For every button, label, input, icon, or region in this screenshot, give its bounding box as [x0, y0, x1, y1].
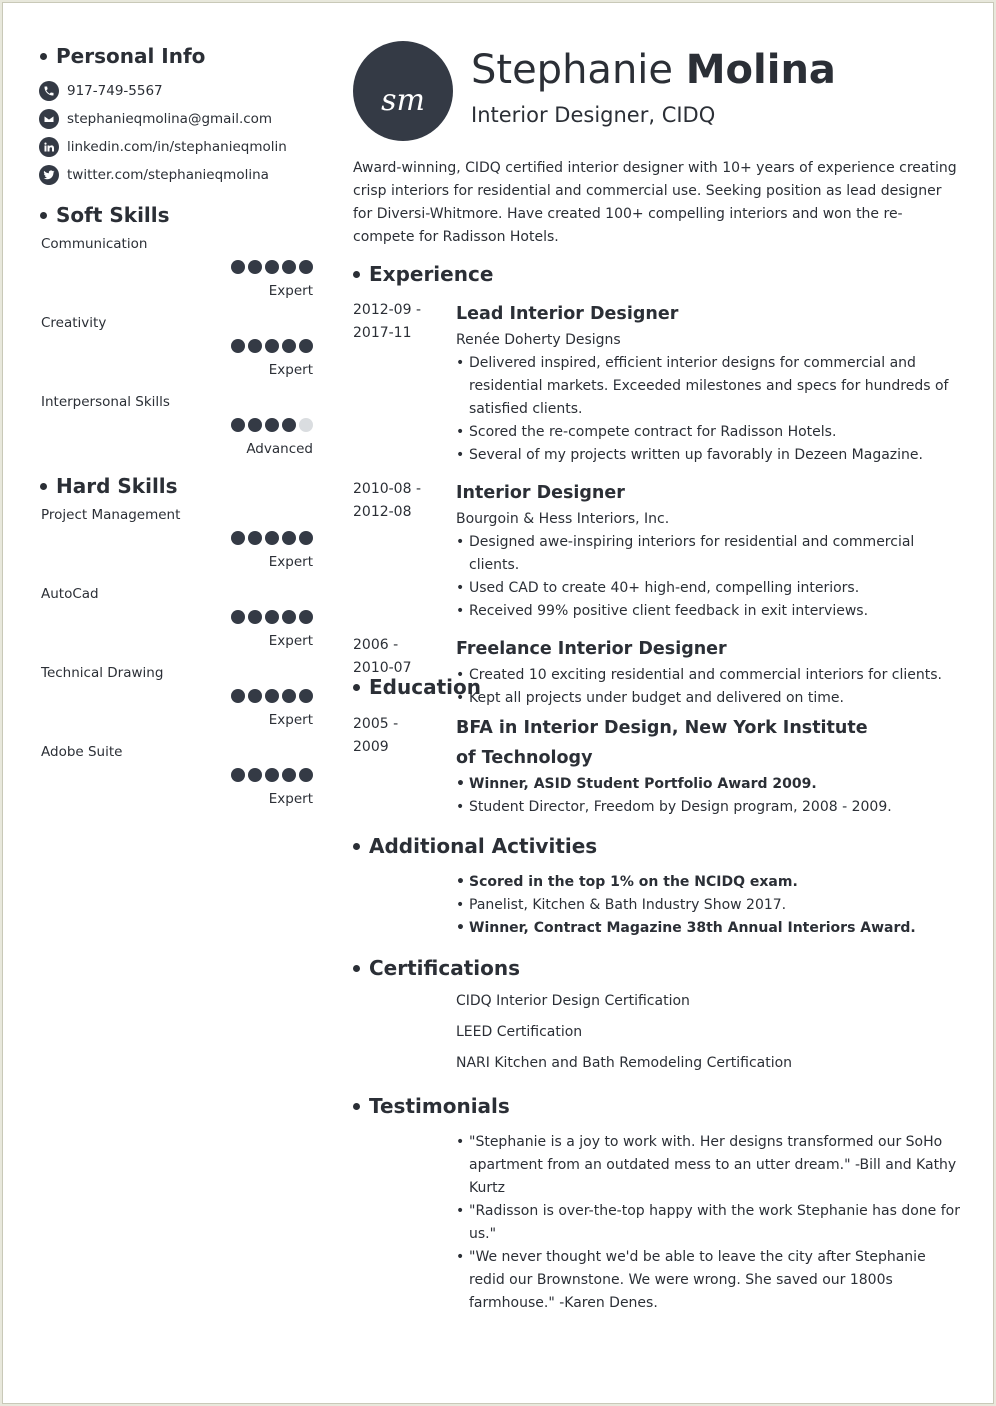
personal-info-heading: Personal Info [39, 41, 313, 71]
bullet-item: • Several of my projects written up favorably in Dezeen Magazine. [456, 444, 963, 467]
rating-dot-icon [248, 531, 262, 545]
certifications-section [353, 953, 963, 1079]
job-dates: 2010-08 - 2012-08 [353, 481, 421, 520]
company-name: Bourgoin & Hess Interiors, Inc. [456, 511, 670, 527]
skill-rating [231, 689, 313, 703]
skill-level: Expert [268, 554, 313, 570]
job-title: Interior Designer, CIDQ [471, 103, 716, 127]
skill-rating [231, 610, 313, 624]
rating-dot-icon [282, 768, 296, 782]
certification-item: LEED Certification [456, 1024, 583, 1040]
bullet-item: • Kept all projects under budget and delivered on time. [456, 687, 963, 710]
rating-dot-icon [282, 260, 296, 274]
skill-item [39, 230, 313, 309]
rating-dot-icon [265, 339, 279, 353]
experience-list [353, 299, 963, 710]
rating-dot-icon [265, 610, 279, 624]
rating-dot-icon [231, 610, 245, 624]
skill-item [39, 659, 313, 738]
rating-dot-icon [248, 339, 262, 353]
testimonials-section [353, 1091, 963, 1315]
bullet-item: • Received 99% positive client feedback in exit interviews. [456, 600, 963, 623]
activities-bullets [456, 871, 963, 940]
skill-level: Advanced [246, 441, 313, 457]
rating-dot-icon [248, 768, 262, 782]
experience-heading: Experience [352, 259, 963, 289]
testimonials-bullets [456, 1131, 963, 1315]
skill-item [39, 309, 313, 388]
job-dates: 2012-09 - 2017-11 [353, 302, 421, 341]
skill-rating [231, 531, 313, 545]
job-dates: 2006 - 2010-07 [353, 637, 412, 676]
skill-name: Project Management [41, 507, 181, 523]
soft-skills-list [39, 230, 313, 467]
rating-dot-icon [265, 531, 279, 545]
skill-item [39, 388, 313, 467]
rating-dot-icon [265, 768, 279, 782]
skill-item [39, 501, 313, 580]
activities-heading: Additional Activities [352, 831, 963, 861]
rating-dot-icon [248, 689, 262, 703]
skill-level: Expert [268, 712, 313, 728]
education-entry [353, 713, 963, 819]
skill-rating [231, 260, 313, 274]
linkedin-icon [39, 137, 59, 157]
skill-level: Expert [268, 283, 313, 299]
rating-dot-icon [282, 689, 296, 703]
degree: BFA in Interior Design, New York Institute of Technology [456, 718, 868, 768]
skill-name: AutoCad [41, 586, 99, 602]
experience-entry [353, 299, 963, 467]
skill-rating [231, 768, 313, 782]
rating-dot-icon [248, 260, 262, 274]
skill-name: Adobe Suite [41, 744, 123, 760]
rating-dot-icon [231, 260, 245, 274]
skill-level: Expert [268, 791, 313, 807]
job-role: Lead Interior Designer [456, 304, 679, 324]
rating-dot-icon [299, 531, 313, 545]
rating-dot-icon [282, 418, 296, 432]
soft-skills-heading: Soft Skills [39, 200, 313, 230]
bullet-item: • Winner, ASID Student Portfolio Award 2009. [456, 773, 963, 796]
contact-phone[interactable]: 917-749-5567 [39, 77, 313, 105]
skill-name: Interpersonal Skills [41, 394, 170, 410]
rating-dot-icon [265, 260, 279, 274]
bullet-dot-icon [40, 212, 47, 219]
rating-dot-icon [231, 339, 245, 353]
testimonial-item: • "Radisson is over-the-top happy with the work Stephanie has done for us." [456, 1200, 963, 1246]
rating-dot-icon [231, 768, 245, 782]
rating-dot-icon [231, 418, 245, 432]
job-role: Interior Designer [456, 483, 625, 503]
rating-dot-icon [231, 689, 245, 703]
bullet-item: • Designed awe-inspiring interiors for residential and commercial clients. [456, 531, 963, 577]
bullet-dot-icon [353, 271, 360, 278]
bullet-item: • Panelist, Kitchen & Bath Industry Show 2017. [456, 894, 963, 917]
job-bullets [456, 531, 963, 623]
certification-item: NARI Kitchen and Bath Remodeling Certification [456, 1055, 793, 1071]
rating-dot-icon [231, 531, 245, 545]
rating-dot-icon [265, 689, 279, 703]
testimonial-item: • "Stephanie is a joy to work with. Her designs transformed our SoHo apartment from an outdated mess to an utter dream." -Bill and Kathy Kurtz [456, 1131, 963, 1200]
testimonials-heading: Testimonials [352, 1091, 963, 1121]
bullet-dot-icon [353, 965, 360, 972]
contact-list [39, 77, 313, 189]
education-bullets [456, 773, 963, 819]
company-name: Renée Doherty Designs [456, 332, 621, 348]
bullet-item: • Created 10 exciting residential and commercial interiors for clients. [456, 664, 963, 687]
skill-name: Creativity [41, 315, 107, 331]
job-role: Freelance Interior Designer [456, 639, 727, 659]
rating-dot-icon [299, 610, 313, 624]
rating-dot-icon [299, 768, 313, 782]
full-name: Stephanie Molina [471, 47, 836, 93]
contact-linkedin[interactable]: linkedin.com/in/stephanieqmolin [39, 133, 313, 161]
skill-name: Technical Drawing [41, 665, 164, 681]
contact-email[interactable]: stephanieqmolina@gmail.com [39, 105, 313, 133]
rating-dot-icon [282, 610, 296, 624]
experience-section [353, 259, 963, 710]
rating-dot-icon [248, 610, 262, 624]
hard-skills-heading: Hard Skills [39, 471, 313, 501]
summary: Award-winning, CIDQ certified interior designer with 10+ years of experience creating crisp interiors for residential and commercial use. Seeking position as lead designer for Diversi-Whitmore. Have created 100+ compelling interiors and won the re-compete for Radisson Hotels. [353, 160, 957, 245]
rating-dot-icon [299, 339, 313, 353]
rating-dot-icon [265, 418, 279, 432]
rating-dot-icon [299, 418, 313, 432]
bullet-dot-icon [353, 843, 360, 850]
resume-page [2, 2, 994, 1404]
bullet-item: • Scored the re-compete contract for Radisson Hotels. [456, 421, 963, 444]
phone-icon [39, 81, 59, 101]
education-heading: Education [352, 672, 963, 702]
skill-rating [231, 418, 313, 432]
rating-dot-icon [282, 531, 296, 545]
bullet-dot-icon [353, 684, 360, 691]
sidebar [39, 41, 313, 817]
bullet-dot-icon [353, 1103, 360, 1110]
rating-dot-icon [299, 260, 313, 274]
rating-dot-icon [299, 689, 313, 703]
bullet-item: • Delivered inspired, efficient interior designs for commercial and residential markets. Exceeded milestones and specs for hundreds of satisfied clients. [456, 352, 963, 421]
avatar: sm [353, 41, 453, 141]
activities-section [353, 831, 963, 940]
certifications-list [353, 986, 963, 1079]
bullet-dot-icon [40, 483, 47, 490]
bullet-item: • Scored in the top 1% on the NCIDQ exam. [456, 871, 963, 894]
skill-level: Expert [268, 633, 313, 649]
bullet-item: • Student Director, Freedom by Design program, 2008 - 2009. [456, 796, 963, 819]
bullet-item: • Winner, Contract Magazine 38th Annual Interiors Award. [456, 917, 963, 940]
twitter-icon [39, 165, 59, 185]
skill-level: Expert [268, 362, 313, 378]
skill-rating [231, 339, 313, 353]
certifications-heading: Certifications [352, 953, 963, 983]
certification-item: CIDQ Interior Design Certification [456, 993, 690, 1009]
education-date: 2005 - 2009 [353, 716, 399, 755]
skill-name: Communication [41, 236, 148, 252]
rating-dot-icon [248, 418, 262, 432]
email-icon [39, 109, 59, 129]
skill-item [39, 738, 313, 817]
bullet-dot-icon [40, 53, 47, 60]
bullet-item: • Used CAD to create 40+ high-end, compelling interiors. [456, 577, 963, 600]
testimonial-item: • "We never thought we'd be able to leave the city after Stephanie redid our Brownstone. We were wrong. She saved our 1800s farmhouse." -Karen Denes. [456, 1246, 963, 1315]
contact-twitter[interactable]: twitter.com/stephanieqmolina [39, 161, 313, 189]
job-bullets [456, 352, 963, 467]
skill-item [39, 580, 313, 659]
education-section [353, 672, 963, 819]
hard-skills-list [39, 501, 313, 817]
experience-entry [353, 478, 963, 623]
rating-dot-icon [282, 339, 296, 353]
